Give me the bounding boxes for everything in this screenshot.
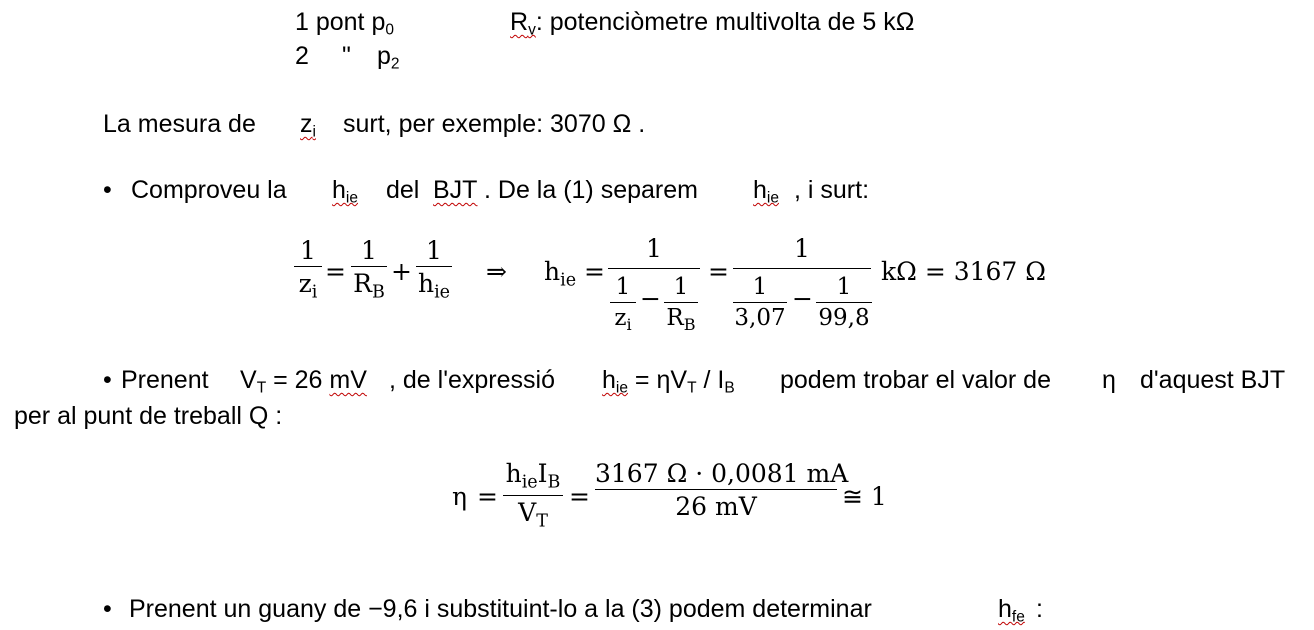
numerator: 1 bbox=[300, 236, 316, 265]
bullet1-text-c: . De la (1) separem bbox=[484, 176, 698, 204]
text-fragment: mV bbox=[329, 366, 367, 394]
text-fragment: z bbox=[298, 269, 312, 298]
bullet2-eta: η bbox=[1102, 366, 1116, 394]
numerator bbox=[503, 461, 563, 492]
numerator: 1 bbox=[361, 236, 377, 265]
fraction-bar bbox=[664, 302, 698, 303]
subscript: 0 bbox=[385, 21, 394, 39]
subscript: i bbox=[311, 282, 318, 303]
inner-frac-1-over-rb bbox=[664, 276, 698, 333]
bullet1-text-a: Comproveu la bbox=[131, 176, 287, 204]
frac-1-over-rb bbox=[351, 238, 387, 302]
subscript: i bbox=[312, 123, 316, 141]
denominator bbox=[610, 307, 636, 333]
fraction-bar bbox=[294, 266, 322, 267]
text-fragment: h bbox=[998, 595, 1012, 623]
bullet1-hie-2 bbox=[753, 178, 779, 206]
subscript: fe bbox=[1011, 608, 1025, 626]
text-fragment: h bbox=[544, 257, 561, 286]
subscript: 2 bbox=[390, 55, 400, 73]
subscript: ie bbox=[345, 189, 358, 207]
denominator: 26 mV bbox=[675, 492, 757, 521]
frac-hie-ib-over-vt bbox=[503, 461, 563, 531]
bullet2-vt bbox=[240, 368, 367, 396]
subscript: B bbox=[371, 282, 385, 303]
frac-1-over-zi bbox=[294, 238, 322, 302]
equals-sign: = bbox=[325, 257, 346, 286]
hie-symbol bbox=[544, 259, 576, 290]
bullet1-text-d: , i surt: bbox=[794, 176, 870, 204]
numerator: 1 bbox=[426, 236, 442, 265]
text-fragment: h bbox=[505, 459, 522, 488]
text-fragment: V bbox=[240, 366, 257, 394]
subscript: ie bbox=[560, 270, 577, 291]
text-fragment: h bbox=[602, 366, 616, 394]
compound-fraction-bar bbox=[733, 268, 871, 269]
text-fragment: I bbox=[537, 459, 548, 488]
hie-symbol bbox=[602, 366, 628, 397]
denominator: 3,07 bbox=[734, 305, 786, 331]
denominator: 99,8 bbox=[818, 305, 870, 331]
implies-sign: ⇒ bbox=[486, 257, 507, 286]
bullet2-expression bbox=[602, 368, 735, 396]
compound-frac-2-numerator: 1 bbox=[794, 234, 810, 263]
text-fragment: R bbox=[353, 269, 372, 298]
text-fragment: = 26 bbox=[266, 366, 330, 394]
text-fragment: z bbox=[300, 110, 313, 138]
minus-sign: − bbox=[792, 284, 813, 313]
subscript: B bbox=[683, 314, 696, 334]
text-fragment: V bbox=[518, 497, 537, 527]
numerator: 1 bbox=[615, 274, 631, 300]
text-fragment: = ηV bbox=[627, 366, 688, 394]
subscript: ie bbox=[434, 282, 451, 303]
inner-frac-1-over-3-07 bbox=[733, 276, 787, 330]
bullet2-text-c: podem trobar el valor de bbox=[780, 366, 1051, 394]
text-fragment: h bbox=[753, 176, 767, 204]
subscript: T bbox=[536, 511, 548, 531]
bullet1-text-b: del bbox=[386, 176, 420, 204]
subscript: B bbox=[547, 472, 561, 493]
text-fragment: R bbox=[666, 305, 684, 331]
text-fragment: 1 pont p bbox=[295, 8, 386, 36]
bullet-dot: • bbox=[103, 366, 112, 394]
bullet2-text-b: , de l'expressió bbox=[389, 366, 555, 394]
inner-frac-1-over-zi bbox=[610, 276, 636, 333]
subscript: B bbox=[724, 379, 735, 397]
bullet2-text-a: Prenent bbox=[121, 366, 209, 394]
bullet-dot: • bbox=[103, 176, 112, 204]
bullet3-hfe bbox=[998, 597, 1025, 625]
equals-sign: = bbox=[569, 482, 590, 511]
text-fragment: / I bbox=[696, 366, 725, 394]
header-line2-num: 2 bbox=[295, 42, 309, 70]
compound-frac-1-numerator: 1 bbox=[646, 234, 662, 263]
fraction-bar bbox=[733, 302, 787, 303]
text-fragment: z bbox=[614, 305, 627, 331]
denominator bbox=[416, 271, 452, 302]
bullet3-text-a: Prenent un guany de −9,6 i substituint-lo a la (3) podem determinar bbox=[129, 595, 872, 623]
fraction-bar bbox=[610, 302, 636, 303]
denominator bbox=[294, 271, 322, 302]
text-fragment: R bbox=[510, 8, 529, 36]
text-fragment: h bbox=[332, 176, 346, 204]
symbol-rv bbox=[510, 8, 536, 39]
equals-sign: = bbox=[584, 257, 605, 286]
header-line2-ditto: " bbox=[342, 42, 351, 70]
bullet1-bjt: BJT bbox=[433, 176, 478, 204]
numerator: 1 bbox=[836, 274, 852, 300]
plus-sign: + bbox=[391, 257, 412, 286]
text-fragment: : potenciòmetre multivolta de 5 kΩ bbox=[535, 8, 915, 36]
text-fragment: p bbox=[377, 42, 391, 70]
header-line2-p bbox=[377, 44, 400, 72]
header-line1-right bbox=[510, 10, 914, 38]
bullet2-line2: per al punt de treball Q : bbox=[14, 402, 283, 430]
para-zi-text-a: La mesura de bbox=[103, 110, 256, 138]
bullet1-hie-1 bbox=[332, 178, 358, 206]
fraction-bar bbox=[816, 302, 872, 303]
denominator bbox=[351, 271, 387, 302]
equals-sign: = bbox=[477, 482, 498, 511]
subscript: ie bbox=[615, 379, 628, 397]
subscript: i bbox=[626, 314, 632, 334]
frac-numeric-eta bbox=[595, 459, 849, 521]
header-line1-left bbox=[295, 10, 394, 38]
eta-symbol: η bbox=[452, 482, 467, 511]
text-fragment: h bbox=[417, 269, 435, 298]
subscript: v bbox=[528, 21, 536, 39]
approx-result: ≅ 1 bbox=[842, 482, 887, 511]
hie-result: kΩ = 3167 Ω bbox=[881, 257, 1047, 286]
fraction-bar bbox=[351, 266, 387, 267]
para-zi-text-b: surt, per exemple: 3070 Ω . bbox=[343, 110, 646, 138]
subscript: T bbox=[256, 379, 267, 397]
fraction-bar bbox=[595, 489, 837, 490]
subscript: T bbox=[687, 379, 697, 397]
denominator bbox=[503, 497, 563, 531]
bullet2-text-d: d'aquest BJT bbox=[1140, 366, 1286, 394]
bullet3-colon: : bbox=[1036, 595, 1043, 623]
para-zi-symbol bbox=[300, 112, 316, 140]
subscript: ie bbox=[766, 189, 779, 207]
bullet-dot: • bbox=[103, 595, 112, 623]
equals-sign: = bbox=[708, 257, 729, 286]
minus-sign: − bbox=[640, 284, 661, 313]
frac-1-over-hie bbox=[416, 238, 452, 302]
inner-frac-1-over-99-8 bbox=[816, 276, 872, 330]
numerator: 1 bbox=[673, 274, 689, 300]
numerator: 3167 Ω · 0,0081 mA bbox=[595, 459, 849, 488]
fraction-bar bbox=[503, 495, 563, 496]
fraction-bar bbox=[416, 266, 452, 267]
subscript: ie bbox=[521, 472, 538, 493]
numerator: 1 bbox=[752, 274, 768, 300]
compound-fraction-bar bbox=[608, 268, 700, 269]
denominator bbox=[664, 307, 698, 333]
